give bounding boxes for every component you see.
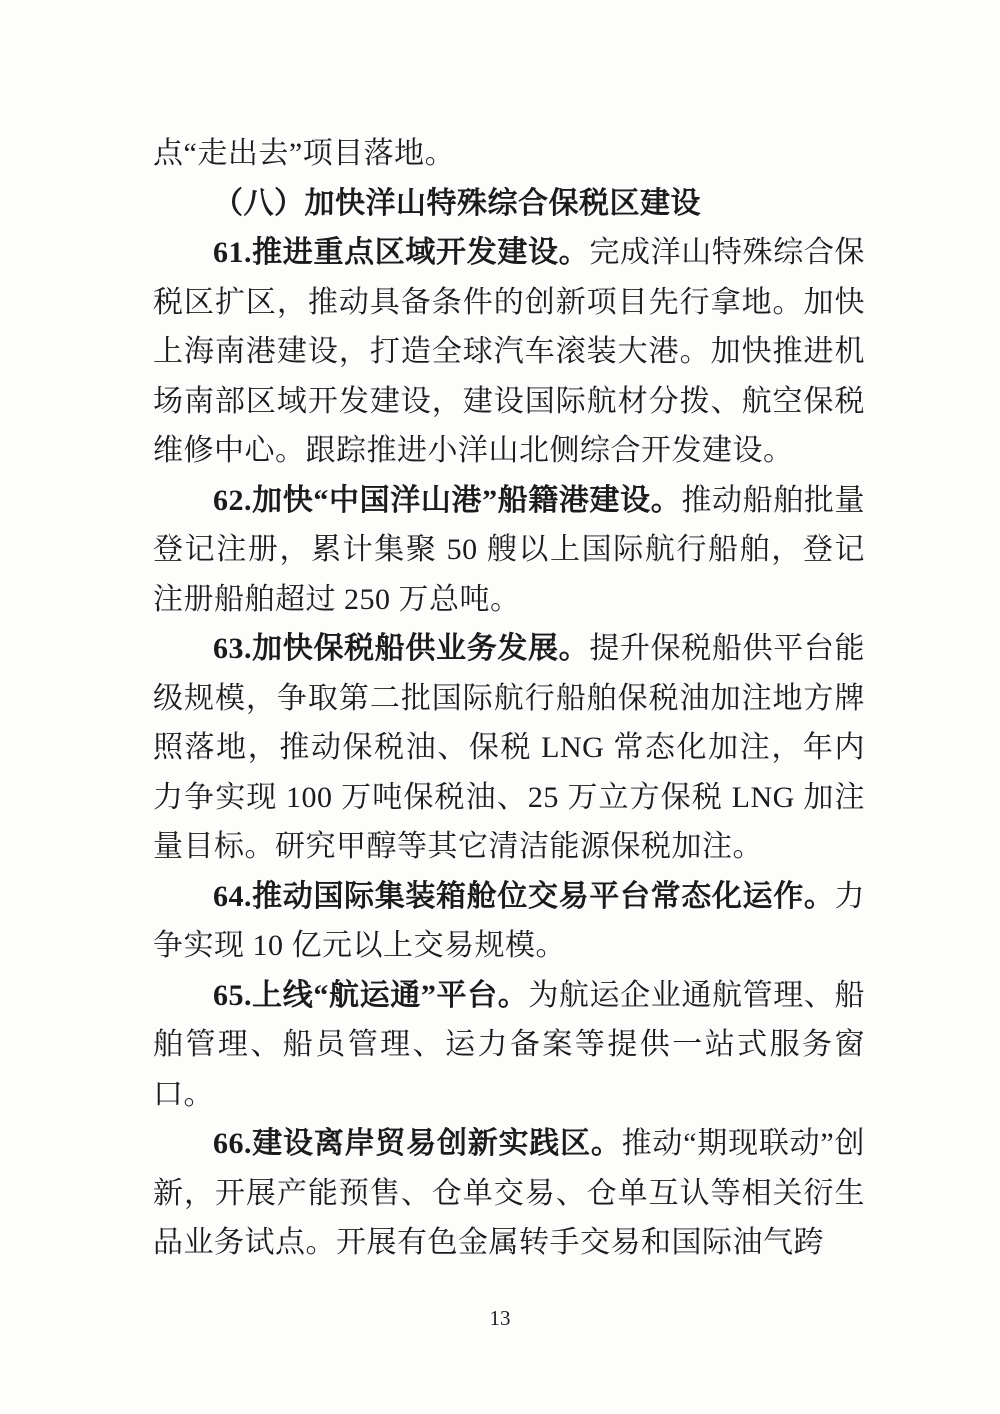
item-63 (153, 624, 865, 872)
item-65 (153, 971, 865, 1120)
item-66-body: 推动“期现联动”创新，开展产能预售、仓单交易、仓单互认等相关衍生品业务试点。开展有色金属转手交易和国际油气跨 (153, 1127, 866, 1259)
item-62 (153, 476, 865, 625)
item-61 (153, 228, 865, 476)
item-64-body: 力争实现 10 亿元以上交易规模。 (153, 879, 865, 962)
continuation-paragraph: 点“走出去”项目落地。 (153, 137, 456, 170)
section-heading: （八）加快洋山特殊综合保税区建设 (213, 186, 701, 220)
item-62-body: 推动船舶批量登记注册，累计集聚 50 艘以上国际航行船舶，登记注册船舶超过 250 万总吨。 (153, 483, 866, 616)
item-61-body: 完成洋山特殊综合保税区扩区，推动具备条件的创新项目先行拿地。加快上海南港建设，打造全球汽车滚装大港。加快推进机场南部区域开发建设，建设国际航材分拨、航空保税维修中心。跟踪推进小洋山北侧综合开发建设。 (153, 236, 866, 467)
item-64-lead: 64.推动国际集装箱舱位交易平台常态化运作。 (213, 879, 835, 913)
item-61-lead: 61.推进重点区域开发建设。 (213, 236, 590, 269)
item-63-lead: 63.加快保税船供业务发展。 (213, 632, 590, 665)
item-65-lead: 65.上线“航运通”平台。 (213, 978, 529, 1012)
page-number: 13 (489, 1306, 511, 1330)
item-66-lead: 66.建设离岸贸易创新实践区。 (213, 1127, 622, 1160)
item-64 (153, 872, 865, 971)
item-65-body: 为航运企业通航管理、船舶管理、船员管理、运力备案等提供一站式服务窗口。 (153, 978, 866, 1111)
item-63-body: 提升保税船供平台能级规模，争取第二批国际航行船舶保税油加注地方牌照落地，推动保税油、保税 LNG 常态化加注，年内力争实现 100 万吨保税油、25 万立方保税 LNG 加注量目标。研究甲醇等其它清洁能源保税加注。 (153, 632, 866, 863)
item-62-lead: 62.加快“中国洋山港”船籍港建设。 (213, 483, 682, 517)
item-66 (153, 1119, 865, 1268)
document-content (153, 129, 865, 1268)
